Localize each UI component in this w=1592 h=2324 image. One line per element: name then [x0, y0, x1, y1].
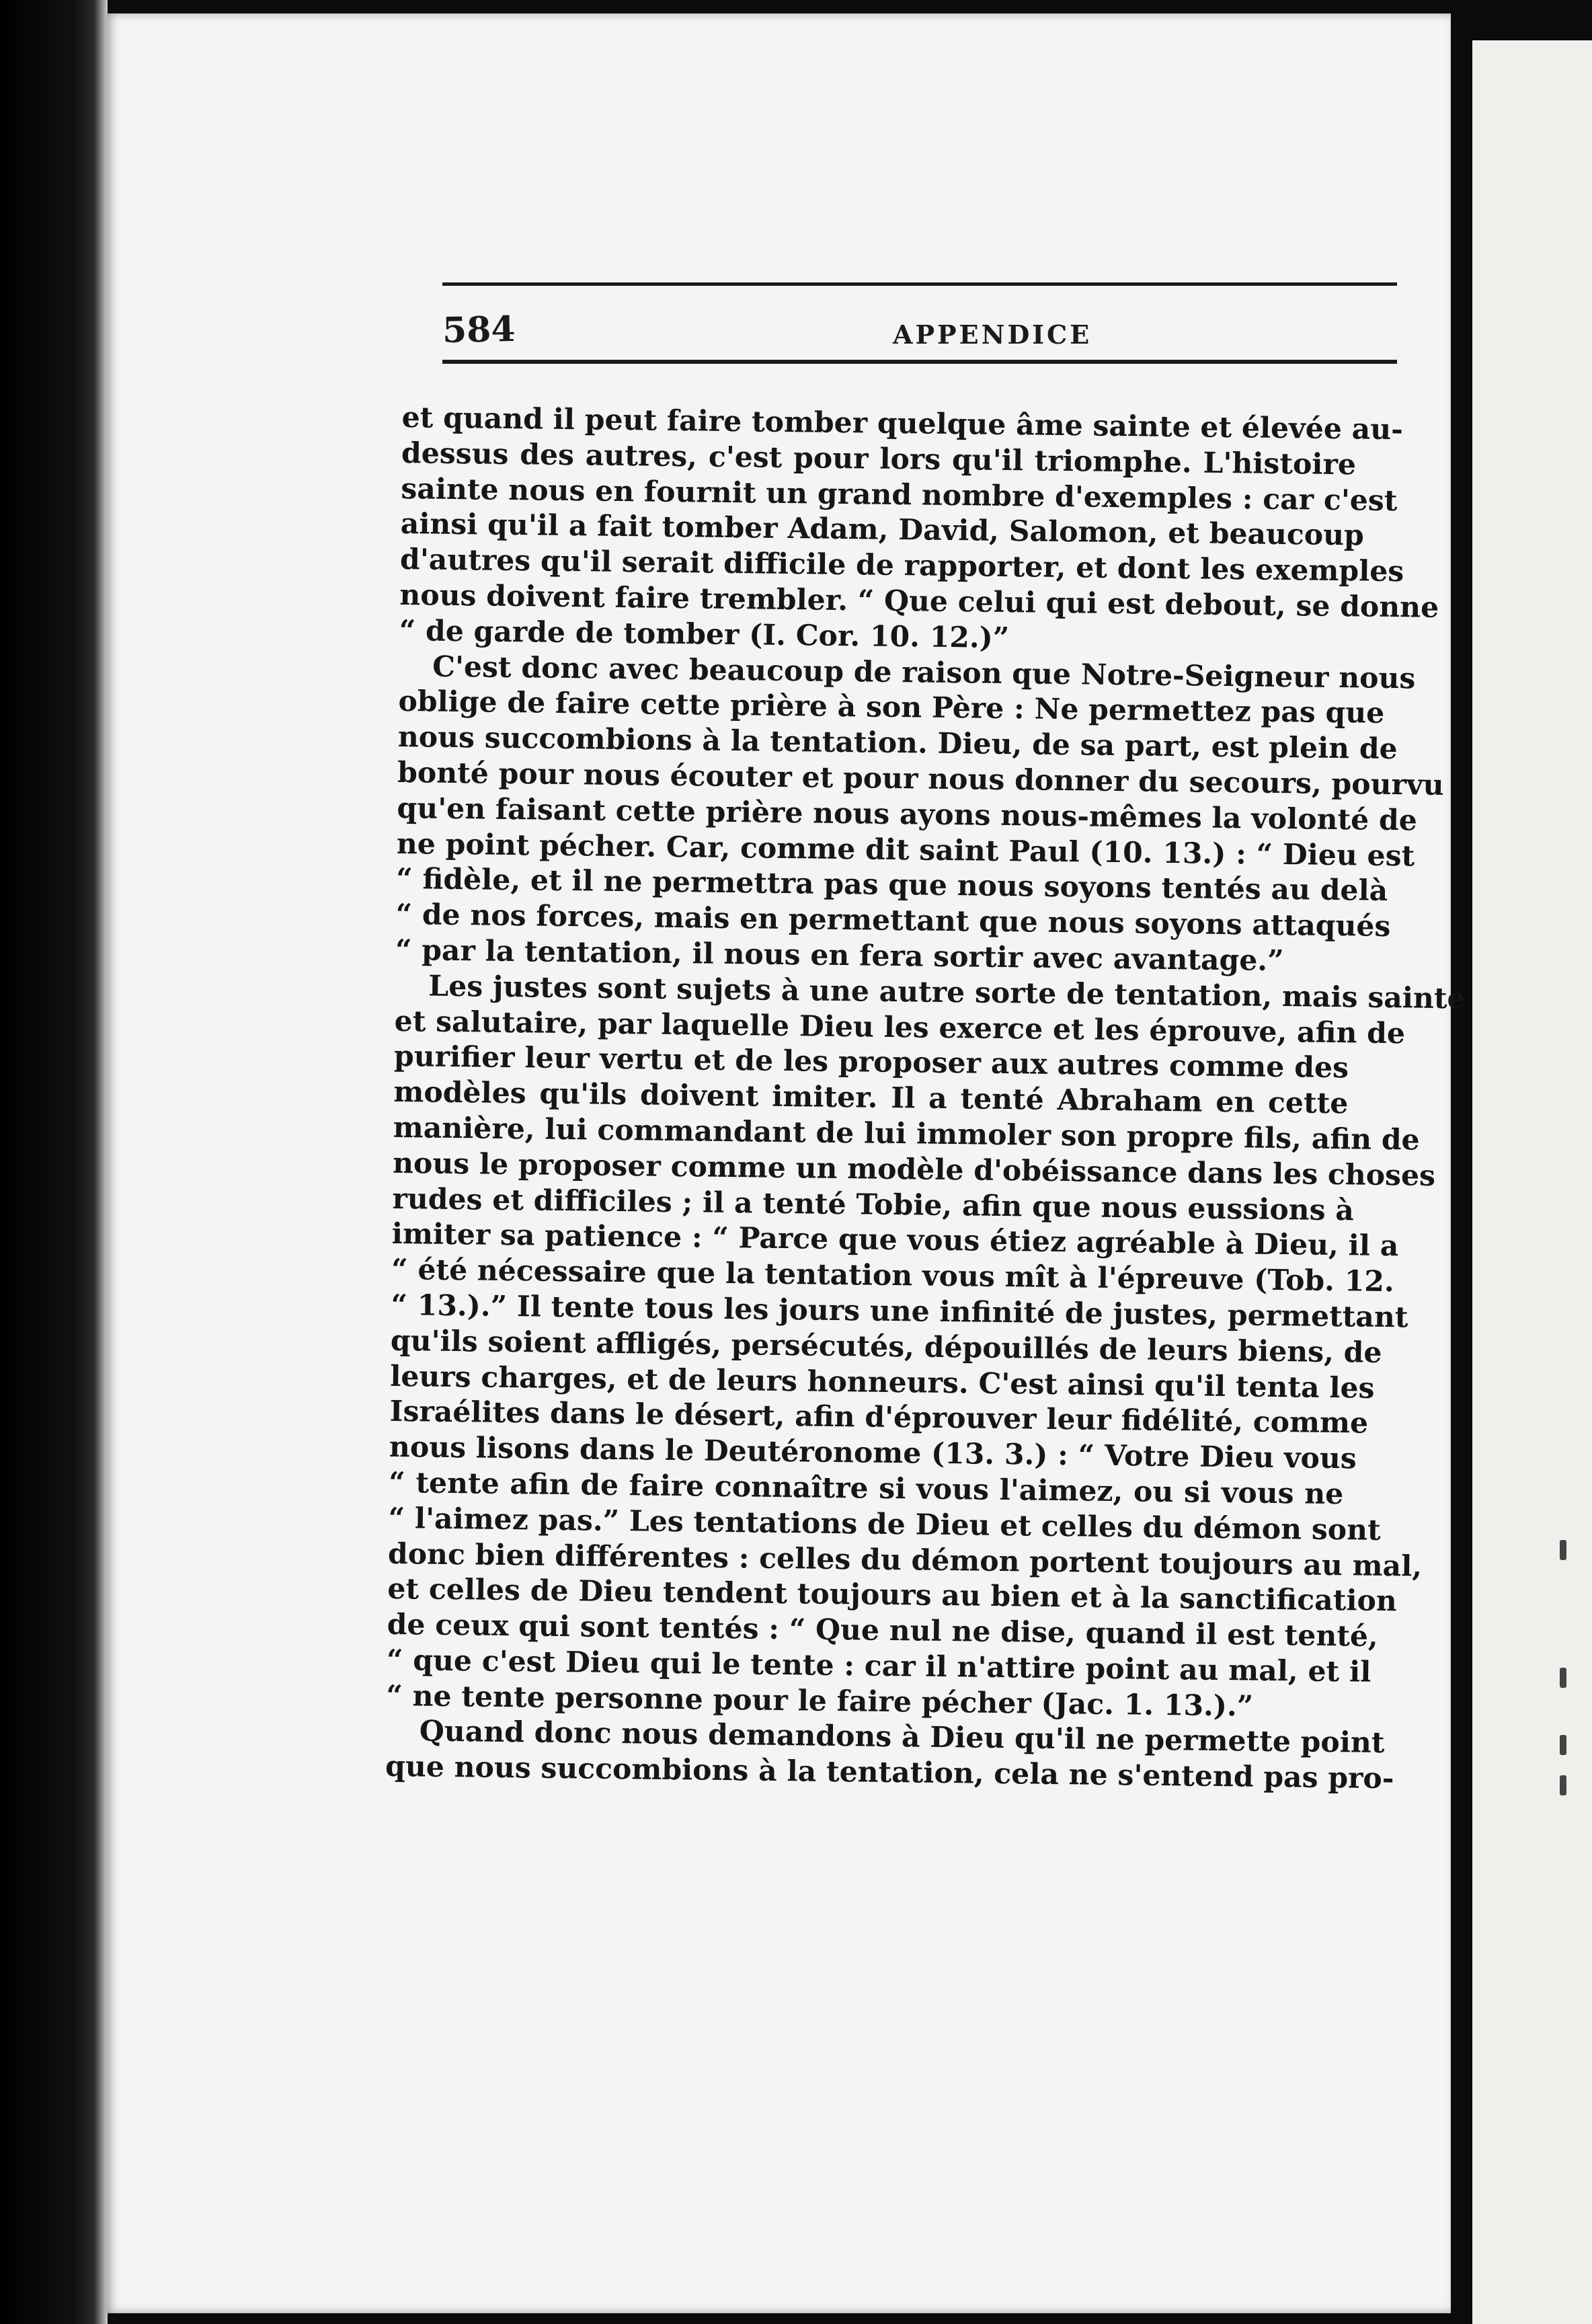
text-line: “ l'aimez pas.” Les tentations de Dieu et celles du démon sont [388, 1501, 1381, 1547]
text-line: nous succombions à la tentation. Dieu, de sa part, est plein de [397, 720, 1398, 767]
ink-mark [1560, 1540, 1566, 1560]
text-line: “ de garde de tomber (I. Cor. 10. 12.)” [399, 613, 1010, 655]
text-line: modèles qu'ils doivent imiter. Il a tenté Abraham en cette [393, 1075, 1349, 1121]
text-line: ainsi qu'il a fait tomber Adam, David, Salomon, et beaucoup [400, 507, 1365, 553]
text-line: de ceux qui sont tentés : “ Que nul ne dise, quand il est tenté, [387, 1607, 1379, 1654]
text-line: sainte nous en fournit un grand nombre d'exemples : car c'est [401, 471, 1398, 518]
text-line: qu'en faisant cette prière nous ayons nous-mêmes la volonté de [397, 791, 1418, 838]
adjacent-page-edge [1472, 40, 1592, 2324]
text-line: manière, lui commandant de lui immoler son propre fils, afin de [393, 1110, 1420, 1157]
text-line: “ que c'est Dieu qui le tente : car il n'attire point au mal, et il [386, 1643, 1371, 1689]
text-line: bonté pour nous écouter et pour nous donner du secours, pourvu [397, 755, 1444, 802]
text-line: qu'ils soient affligés, persécutés, dépouillés de leurs biens, de [390, 1323, 1382, 1370]
text-line: ne point pécher. Car, comme dit saint Paul (10. 13.) : “ Dieu est [396, 826, 1415, 874]
header-rule-bottom [442, 360, 1397, 364]
text-line: leurs charges, et de leurs honneurs. C'est ainsi qu'il tenta les [389, 1359, 1375, 1405]
ink-mark [1560, 1775, 1566, 1795]
book-page [106, 13, 1466, 2313]
text-line: nous doivent faire trembler. “ Que celui qui est debout, se donne [399, 578, 1439, 625]
text-line: “ été nécessaire que la tentation vous mît à l'épreuve (Tob. 12. [391, 1253, 1395, 1299]
text-line: Les justes sont sujets à une autre sorte de tentation, mais sainte [428, 969, 1466, 1016]
page-number: 584 [442, 309, 516, 351]
text-line: nous le proposer comme un modèle d'obéissance dans les choses [392, 1146, 1436, 1193]
ink-mark [1560, 1735, 1566, 1755]
text-line: que nous succombions à la tentation, cela ne s'entend pas pro- [385, 1750, 1394, 1796]
text-line: “ par la tentation, il nous en fera sortir avec avantage.” [395, 933, 1284, 978]
text-line: d'autres qu'il serait difficile de rapporter, et dont les exemples [399, 543, 1404, 589]
text-line: nous lisons dans le Deutéronome (13. 3.) : “ Votre Dieu vous [389, 1430, 1357, 1476]
text-line: Quand donc nous demandons à Dieu qu'il ne permette point [419, 1714, 1385, 1760]
text-line: purifier leur vertu et de les proposer aux autres comme des [393, 1040, 1349, 1085]
binding-shadow [0, 0, 108, 2324]
text-line: imiter sa patience : “ Parce que vous étiez agréable à Dieu, il a [391, 1217, 1399, 1264]
text-line: Israélites dans le désert, afin d'éprouver leur fidélité, comme [389, 1395, 1369, 1440]
text-line: “ de nos forces, mais en permettant que nous soyons attaqués [395, 898, 1391, 944]
text-line: oblige de faire cette prière à son Père : Ne permettez pas que [398, 685, 1385, 731]
text-line: C'est donc avec beaucoup de raison que Notre-Seigneur nous [432, 650, 1416, 696]
ink-mark [1560, 1668, 1566, 1688]
text-line: “ fidèle, et il ne permettra pas que nous soyons tentés au delà [395, 862, 1388, 908]
body-text [385, 400, 1466, 1796]
text-line: donc bien différentes : celles du démon portent toujours au mal, [387, 1537, 1423, 1584]
text-line: “ 13.).” Il tente tous les jours une infinité de justes, permettant [391, 1288, 1408, 1335]
text-line: dessus des autres, c'est pour lors qu'il triomphe. L'histoire [401, 436, 1357, 482]
text-line: et quand il peut faire tomber quelque âme sainte et élevée au- [401, 400, 1404, 447]
text-line: “ ne tente personne pour le faire pécher (Jac. 1. 13.).” [386, 1678, 1254, 1723]
text-line: rudes et difficiles ; il a tenté Tobie, afin que nous eussions à [392, 1182, 1355, 1227]
text-line: et salutaire, par laquelle Dieu les exerce et les éprouve, afin de [394, 1004, 1406, 1050]
text-line: et celles de Dieu tendent toujours au bien et à la sanctification [387, 1572, 1398, 1619]
text-line: “ tente afin de faire connaître si vous l'aimez, ou si vous ne [389, 1465, 1344, 1512]
header-rule-top [442, 282, 1397, 286]
running-head: APPENDICE [893, 319, 1092, 350]
